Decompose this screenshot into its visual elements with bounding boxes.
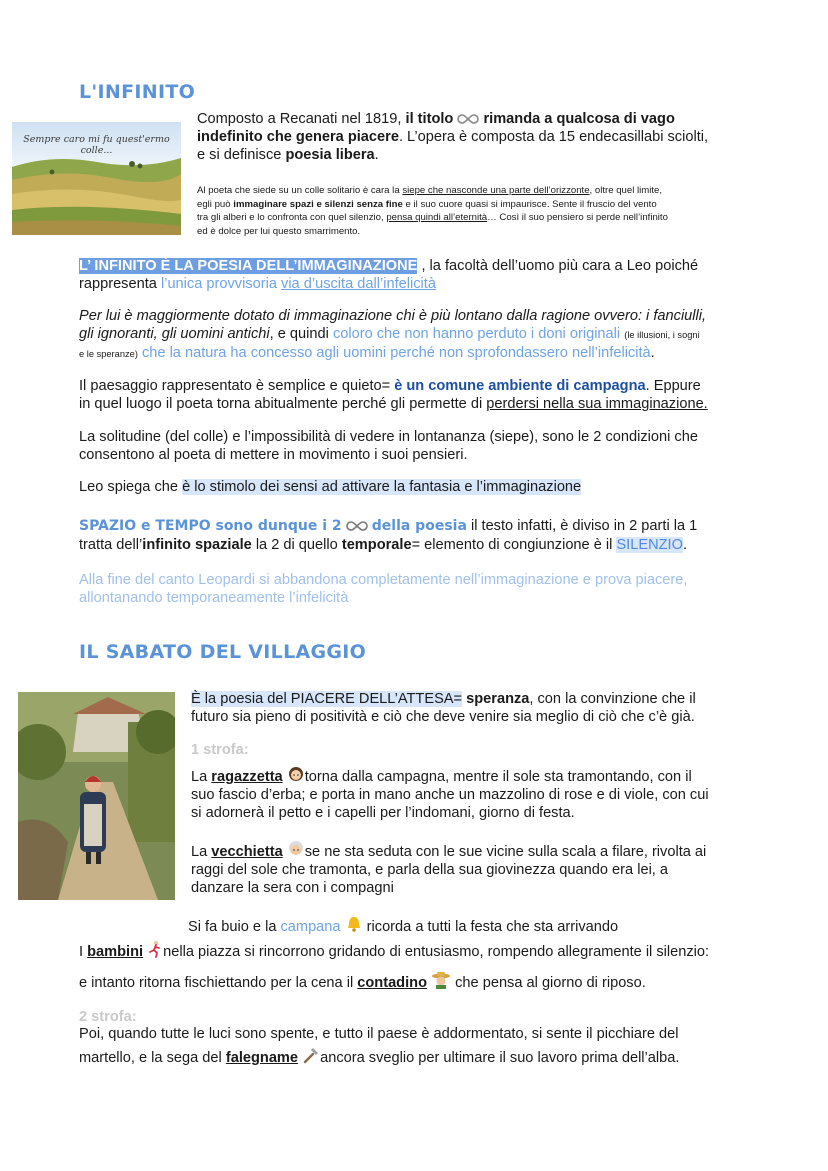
paragraph-spazio-tempo: SPAZIO e TEMPO sono dunque i 2 della poesia il testo infatti, è diviso in 2 parti la 1 tratta dell’infinito spaziale la 2 di quello temporale= elemento di congiunzione è il SILENZIO. <box>79 518 698 553</box>
paragraph-campana: Si fa buio e la campana ricorda a tutti la festa che sta arrivando <box>188 915 618 936</box>
girl-emoji-icon <box>287 765 305 783</box>
paragraph-bambini: I bambini nella piazza si rincorrono gridando di entusiasmo, rompendo allegramente il silenzio: <box>79 940 709 961</box>
painting-image <box>18 692 175 900</box>
landscape-image <box>12 122 181 235</box>
paragraph-contadino: e intanto ritorna fischiettando per la cena il contadino che pensa al giorno di riposo. <box>79 971 646 992</box>
paragraph-solitudine: La solitudine (del colle) e l’impossibilità di vedere in lontananza (siepe), sono le 2 condizioni che consentono al poeta di mettere in movimento i suoi pensieri. <box>79 429 698 463</box>
highlight-key-phrase: L’ INFINITO È LA POESIA DELL’IMMAGINAZIONE <box>79 258 418 274</box>
hammer-icon <box>302 1046 320 1064</box>
village-girl-painting <box>18 692 175 900</box>
paragraph-ragazzetta: La ragazzetta torna dalla campagna, mentre il sole sta tramontando, con il suo fascio d’erba; e porta in mano anche un mazzolino di rose e di viole, con cui si adornerà il petto e i capelli per l’indomani, giorno di festa. <box>191 765 821 822</box>
strofa-1-label: 1 strofa: <box>191 742 249 758</box>
infinity-icon <box>457 113 479 125</box>
sabato-intro-paragraph: È la poesia del PIACERE DELL’ATTESA= speranza, con la convinzione che il futuro sia pieno di positività e ciò che deve venire sia meglio di ciò che c’è già. <box>191 691 696 725</box>
section-title-infinito: L'INFINITO <box>79 81 196 103</box>
intro-paragraph: Composto a Recanati nel 1819, il titolo rimanda a qualcosa di vago indefinito che genera piacere. L’opera è composta da 15 endecasillabi sciolti, e si definisce poesia libera. <box>197 111 709 163</box>
bell-icon <box>345 915 363 933</box>
strofa-2-label: 2 strofa: <box>79 1009 137 1025</box>
paragraph-immaginazione: L’ INFINITO È LA POESIA DELL’IMMAGINAZIONE , la facoltà dell’uomo più cara a Leo poiché rappresenta l’unica provvisoria via d’uscita dall’infelicità <box>79 258 699 292</box>
paragraph-paesaggio: Il paesaggio rappresentato è semplice e quieto= è un comune ambiente di campagna. Eppure in quel luogo il poeta torna abitualmente perché gli permette di perdersi nella sua immaginazione. <box>79 378 708 412</box>
section-title-sabato: IL SABATO DEL VILLAGGIO <box>79 641 367 663</box>
paragraph-fanciulli: Per lui è maggiormente dotato di immaginazione chi è più lontano dalla ragione ovvero: i fanciulli, gli ignoranti, gli uomini antichi, e quindi coloro che non hanno perduto i doni originali (le illusioni, i sogni e le speranze) che la natura ha concesso agli uomini perché non sprofondassero nell’infelicità. <box>79 308 707 361</box>
summary-small-paragraph: Al poeta che siede su un colle solitario è cara la siepe che nasconde una parte dell’orizzonte, oltre quel limite, egli può immaginare spazi e silenzi senza fine e il suo cuore quasi si impaurisce. Sente il fruscio del vento tra gli alberi e lo confronta con quel silenzio, pensa quindi all’eternità… Così il suo pensiero si perde nell’infinito ed è dolce per lui questo smarrimento. <box>197 185 668 237</box>
old-woman-emoji-icon <box>287 840 305 858</box>
farmer-emoji-icon <box>431 971 451 989</box>
paragraph-stimolo: Leo spiega che è lo stimolo dei sensi ad attivare la fantasia e l’immaginazione <box>79 479 582 495</box>
paragraph-falegname: Poi, quando tutte le luci sono spente, e tutto il paese è addormentato, si sente il picchiare del martello, e la sega del falegname ancora sveglio per ultimare il suo lavoro prima dell’alba. <box>79 1026 680 1066</box>
image-caption: Sempre caro mi fu quest'ermo colle... <box>23 134 170 156</box>
paragraph-vecchietta: La vecchietta se ne sta seduta con le sue vicine sulla scala a filare, rivolta ai raggi del sole che tramonta, e parla della sua giovinezza quando era lei, a danzare la sera con i compagni <box>191 840 821 897</box>
running-child-icon <box>147 940 163 958</box>
paragraph-conclusione: Alla fine del canto Leopardi si abbandona completamente nell’immaginazione e prova piacere, allontanando temporaneamente l’infelicità <box>79 572 688 606</box>
infinity-icon <box>346 520 368 532</box>
